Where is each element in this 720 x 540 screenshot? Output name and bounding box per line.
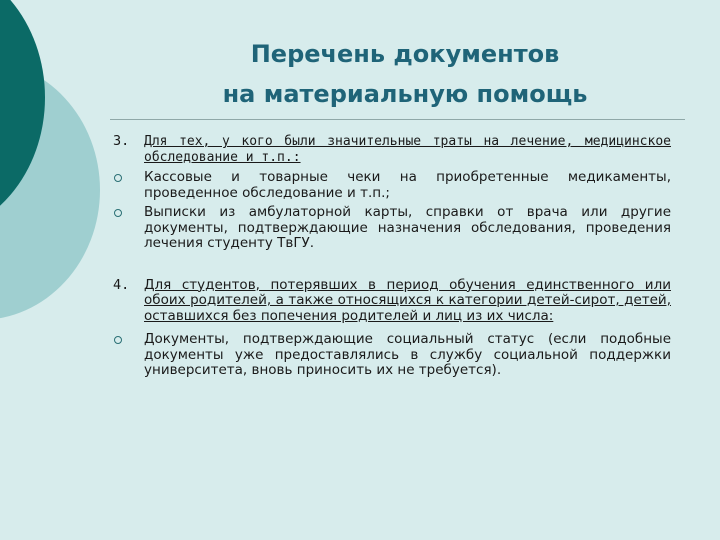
section-4-header [113, 278, 671, 325]
hollow-circle-bullet-icon [114, 209, 122, 217]
section-3-header [113, 134, 671, 165]
slide-title [150, 34, 660, 114]
section-header-text: Для студентов, потерявших в период обучения единственного или обоих родителей, а также относящихся к категории детей-сирот, детей, оставшихся без попечения родителей и лиц из их числа: [144, 276, 671, 324]
title-line-1: Перечень документов [250, 40, 560, 68]
section-number: 4. [113, 276, 130, 293]
hollow-circle-bullet-icon [114, 174, 122, 182]
list-item [113, 332, 671, 379]
title-line-2: на материальную помощь [222, 80, 588, 108]
list-item [113, 170, 671, 201]
list-item-text: Документы, подтверждающие социальный статус (если подобные документы уже предоставлялись в службу социальной поддержки университета, вновь приносить их не требуется). [144, 331, 671, 378]
slide-body [113, 134, 671, 383]
title-divider [110, 119, 685, 120]
list-item [113, 205, 671, 252]
hollow-circle-bullet-icon [114, 336, 122, 344]
list-item-text: Кассовые и товарные чеки на приобретенные медикаменты, проведенное обследование и т.п.; [144, 169, 671, 201]
section-header-text: Для тех, у кого были значительные траты на лечение, медицинское обследование и т.п.: [144, 134, 671, 165]
section-number: 3. [113, 133, 130, 149]
list-item-text: Выписки из амбулаторной карты, справки от врача или другие документы, подтверждающие назначения обследования, проведения лечения студенту ТвГУ. [144, 204, 671, 251]
section-spacer [113, 256, 671, 278]
